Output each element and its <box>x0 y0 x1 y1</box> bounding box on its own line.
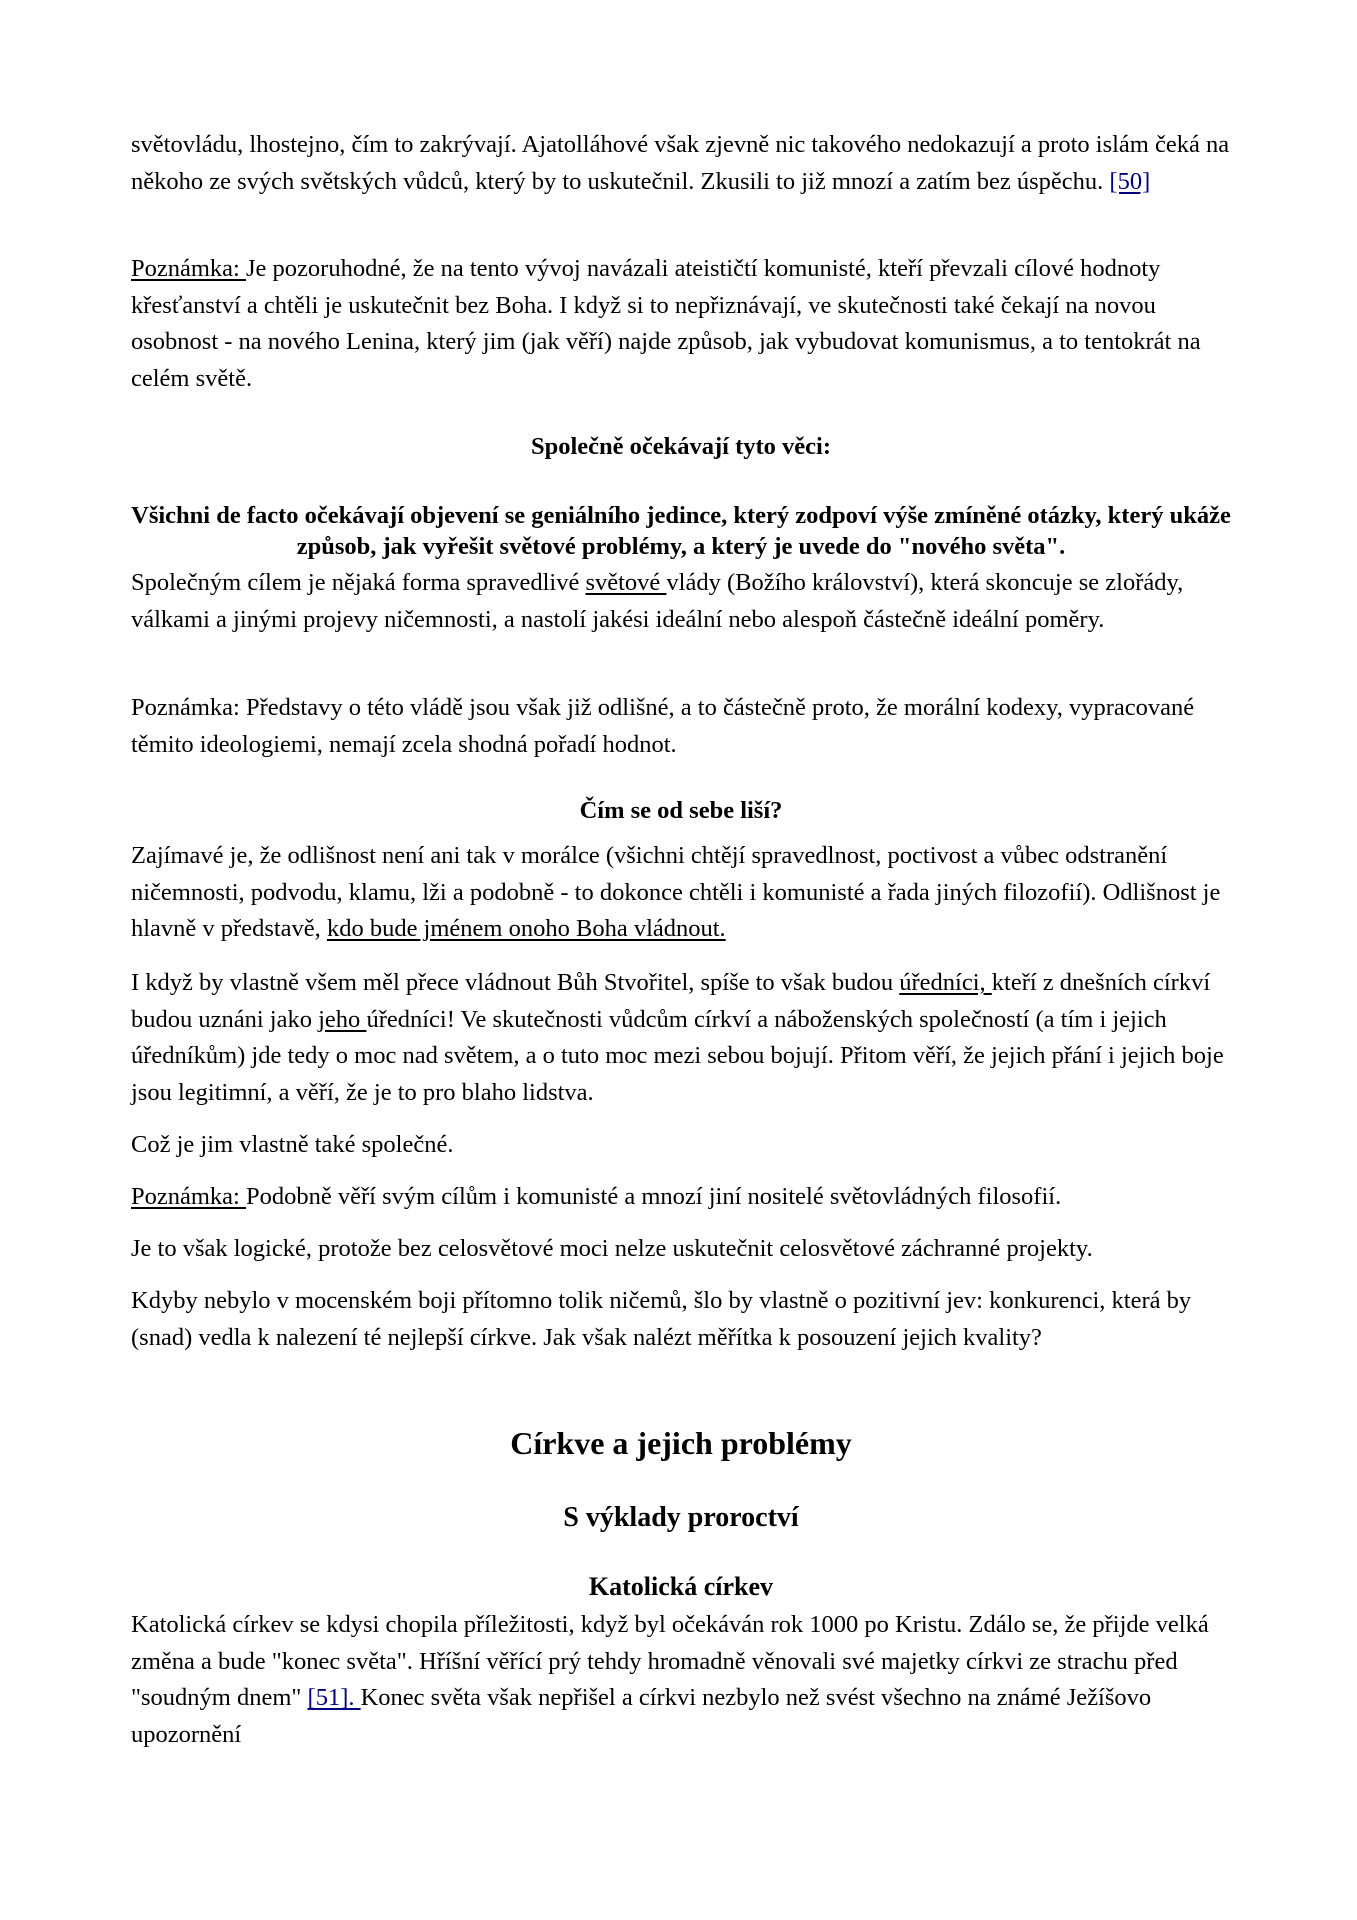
paragraph-text: Katolická církev se kdysi chopila příležitosti, když byl očekáván rok 1000 po Kristu. Zdálo se, že přijde velká změna a bude "konec světa". Hříšní věřící prý tehdy hromadně věnovali své majetky církvi ze strachu před "soudným dnem" <box>131 1611 1209 1711</box>
paragraph-text: kteří z dnešních církví budou uznáni jako <box>131 969 1211 1033</box>
paragraph-logical: Je to však logické, protože bez celosvětové moci nelze uskutečnit celosvětové záchranné projekty. <box>131 1235 1093 1262</box>
paragraph-text: úředníci! Ve skutečnosti vůdcům církví a náboženských společností (a tím i jejich úředníkům) jde tedy o moc nad světem, a o tuto moc mezi sebou bojují. Přitom věří, že jejich přání i jejich boje jsou legitimní, a věří, že je to pro blaho lidstva. <box>131 1005 1224 1106</box>
paragraph-note-communists <box>131 251 1231 397</box>
paragraph-common-goal <box>131 565 1231 638</box>
paragraph-catholic <box>131 1607 1231 1753</box>
heading-churches-problems: Církve a jejich problémy <box>510 1425 852 1461</box>
paragraph-text: vlády (Božího království), která skoncuje se zlořády, válkami a jinými projevy ničemnosti, a nastolí jakési ideální nebo alespoň částečně ideální poměry. <box>131 569 1184 633</box>
heading-prophecy: S výklady proroctví <box>563 1502 799 1533</box>
underlined-text: kdo bude jménem onoho Boha vládnout. <box>326 915 726 942</box>
paragraph-text: Je pozoruhodné, že na tento vývoj navázali ateističtí komunisté, kteří převzali cílové hodnoty křesťanství a chtěli je uskutečnit bez Boha. I když si to nepřiznávají, ve skutečnosti také čekají na novou osobnost - na nového Lenina, který jim (jak věří) najde způsob, jak vybudovat komunismus, a to tentokrát na celém světě. <box>131 255 1201 392</box>
paragraph-text: Podobně věří svým cílům i komunisté a mnozí jiní nositelé světovládných filosofií. <box>246 1183 1062 1210</box>
underlined-text: jeho <box>318 1005 367 1033</box>
paragraph-text: I když by vlastně všem měl přece vládnout Bůh Stvořitel, spíše to však budou <box>131 969 900 996</box>
paragraph-common: Což je jim vlastně také společné. <box>131 1131 454 1158</box>
paragraph-note-similar <box>131 1179 1231 1216</box>
paragraph-text: Společným cílem je nějaká forma spravedlivé <box>131 569 586 596</box>
paragraph-text: světovládu, lhostejno, čím to zakrývají. Ajatolláhové však zjevně nic takového nedokazují a proto islám čeká na někoho ze svých světských vůdců, který by to uskutečnil. Zkusili to již mnozí a zatím bez úspěchu. <box>131 131 1230 195</box>
paragraph-text: Zajímavé je, že odlišnost není ani tak v morálce (všichni chtějí spravedlnost, poctivost a vůbec odstranění ničemnosti, podvodu, klamu, lži a podobně - to dokonce chtěli i komunisté a řada jiných filozofií). Odlišnost je hlavně v představě, <box>131 842 1221 942</box>
paragraph-differences <box>131 838 1231 948</box>
heading-common-expectations: Společně očekávají tyto věci: <box>530 433 832 460</box>
paragraph-officials <box>131 965 1231 1111</box>
note-label: Poznámka: <box>131 1183 246 1210</box>
underlined-text: úředníci, <box>899 969 992 996</box>
paragraph-competition: Kdyby nebylo v mocenském boji přítomno tolik ničemů, šlo by vlastně o pozitivní jev: konkurenci, která by (snad) vedla k nalezení té nejlepší církve. Jak však nalézt měřítka k posouzení jejich kvality? <box>131 1287 1192 1351</box>
heading-catholic-church: Katolická církev <box>588 1572 774 1601</box>
note-label: Poznámka: <box>131 255 246 282</box>
paragraph-note-ideas: Poznámka: Představy o této vládě jsou však již odlišné, a to částečně proto, že morální kodexy, vypracované těmito ideologiemi, nemají zcela shodná pořadí hodnot. <box>131 694 1195 758</box>
footnote-link-51[interactable]: [51]. <box>307 1684 361 1711</box>
underlined-text: světové <box>585 569 667 596</box>
footnote-link-50[interactable]: [50] <box>1109 167 1151 195</box>
heading-differences: Čím se od sebe liší? <box>579 797 783 824</box>
paragraph-islam <box>131 127 1231 200</box>
bold-centered-paragraph: Všichni de facto očekávají objevení se geniálního jedince, který zodpoví výše zmíněné otázky, který ukáže způsob, jak vyřešit světové problémy, a který je uvede do "nového světa". <box>131 502 1231 560</box>
paragraph-text: Konec světa však nepřišel a církvi nezbylo než svést všechno na známé Ježíšovo upozornění <box>131 1684 1152 1748</box>
